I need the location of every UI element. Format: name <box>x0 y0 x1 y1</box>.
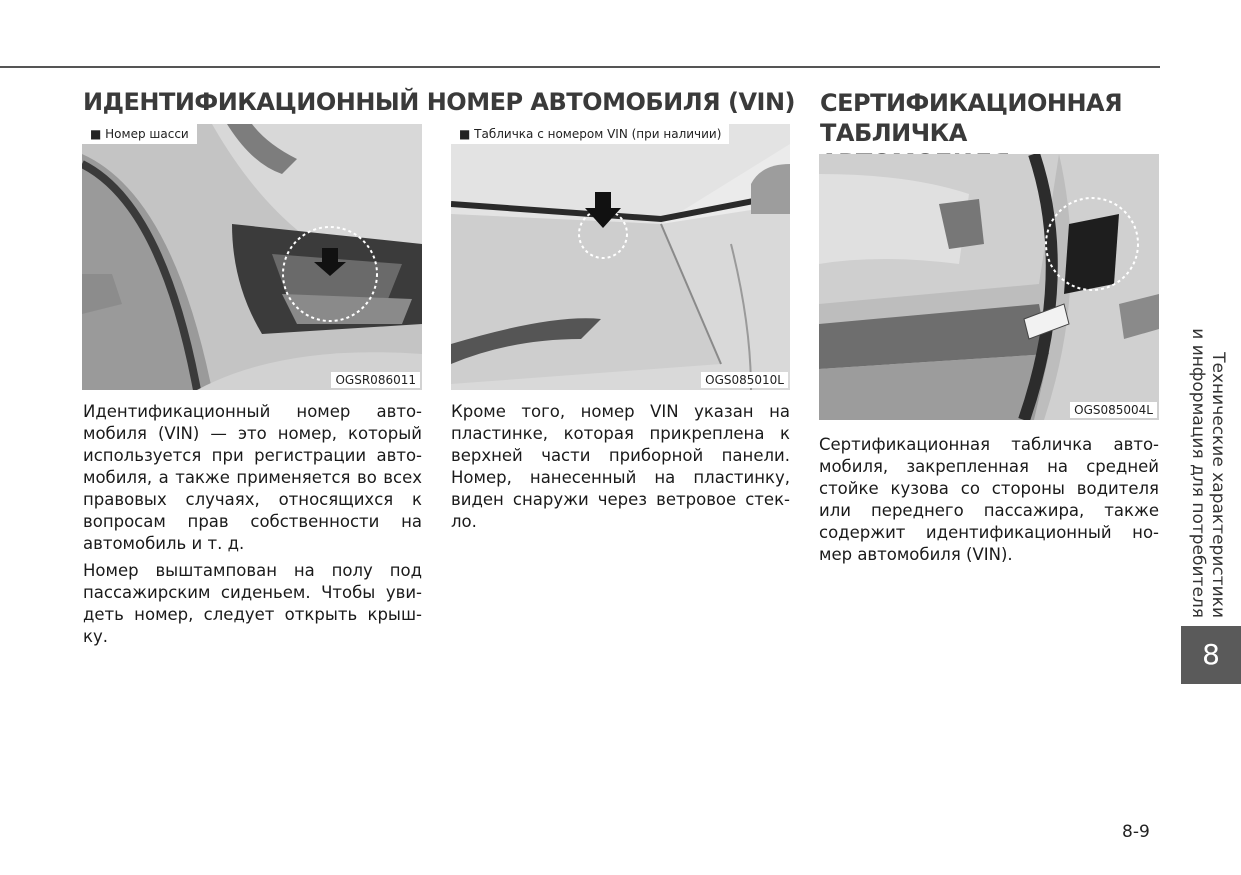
col2-paragraph-1: Кроме того, номер VIN указан на пластинке, которая прикреплена к верхней части приборной панели. Номер, нанесенный на пластинку, виден снаружи через ветровое стек-ло. <box>451 402 790 531</box>
figure-code: OGS085004L <box>1070 402 1157 418</box>
heading-cert-line2: ТАБЛИЧКА <box>820 119 967 147</box>
pillar-illustration <box>819 154 1159 420</box>
heading-vin: ИДЕНТИФИКАЦИОННЫЙ НОМЕР АВТОМОБИЛЯ (VIN) <box>83 88 796 116</box>
col3-paragraph-1: Сертификационная табличка авто-мобиля, закрепленная на средней стойке кузова со стороны водителя или переднего пассажира, также содержит идентификационный но-мер автомобиля (VIN). <box>819 435 1159 564</box>
col1-paragraph-1: Идентификационный номер авто-мобиля (VIN) — это номер, который используется при регистрации авто-мобиля, а также применяется во всех правовых случаях, относящихся к вопросам прав собственности на автомобиль и т. д. <box>83 402 422 553</box>
figure-caption: ■ Табличка с номером VIN (при наличии) <box>451 124 729 144</box>
figure-certification-label <box>819 154 1159 420</box>
figure-code: OGSR086011 <box>331 372 420 388</box>
figure-code: OGS085010L <box>701 372 788 388</box>
chapter-number-badge: 8 <box>1181 626 1241 684</box>
figure-caption: ■ Номер шасси <box>82 124 197 144</box>
side-chapter-tab <box>1180 318 1228 618</box>
side-tab-text <box>1180 318 1228 618</box>
side-tab-line2: и информация для потребителя <box>1188 328 1208 618</box>
col1-paragraph-2: Номер выштампован на полу под пассажирским сиденьем. Чтобы уви-деть номер, следует открыть крыш-ку. <box>83 561 422 646</box>
figure-chassis-number <box>82 124 422 390</box>
page-number: 8-9 <box>1122 822 1150 842</box>
chassis-illustration <box>82 124 422 390</box>
top-rule <box>0 66 1160 68</box>
windshield-illustration <box>451 124 790 390</box>
side-tab-line1: Технические характеристики <box>1208 352 1228 618</box>
heading-cert-line1: СЕРТИФИКАЦИОННАЯ <box>820 89 1123 117</box>
figure-vin-plate <box>451 124 790 390</box>
